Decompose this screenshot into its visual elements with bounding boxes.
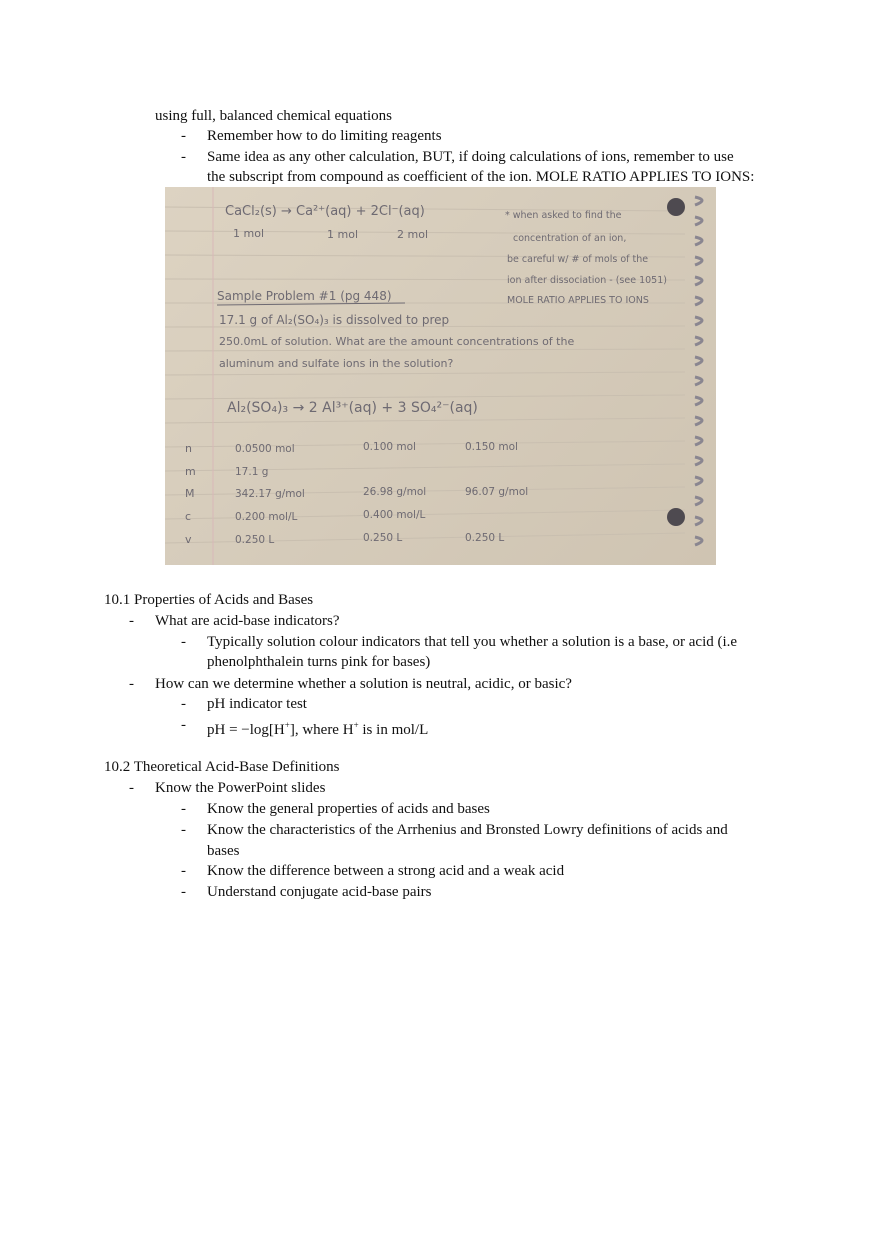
table-cell: 96.07 g/mol [465, 486, 529, 498]
ph-formula-part: pH = −log[H [207, 722, 285, 738]
text-line: using full, balanced chemical equations [155, 108, 393, 124]
bullet-text: Understand conjugate acid-base pairs [207, 884, 432, 900]
bullet-dash: - [181, 128, 186, 144]
table-row-label: v [185, 533, 192, 546]
bullet-dash: - [181, 884, 186, 900]
calculation-table [185, 441, 528, 546]
answer-text-continued: phenolphthalein turns pink for bases) [207, 654, 431, 670]
table-cell: 0.150 mol [465, 441, 518, 453]
bullet-dash: - [181, 149, 186, 165]
bullet-dash: - [129, 613, 134, 629]
bullet-dash: - [181, 822, 186, 838]
table-cell: 0.0500 mol [235, 443, 295, 455]
question-text: Know the PowerPoint slides [155, 780, 326, 796]
section-heading: 10.1 Properties of Acids and Bases [104, 592, 314, 608]
bullet-dash: - [181, 717, 186, 733]
sample-problem-title: Sample Problem #1 (pg 448) [217, 289, 392, 303]
ph-formula-part: is in mol/L [358, 722, 429, 738]
punch-hole [667, 198, 685, 216]
side-note: be careful w/ # of mols of the [507, 254, 649, 265]
mol-label: 1 mol [233, 227, 264, 240]
bullet-text: Remember how to do limiting reagents [207, 128, 442, 144]
bullet-dash: - [129, 676, 134, 692]
problem-text: aluminum and sulfate ions in the solution? [219, 357, 454, 370]
notebook-drawing [165, 187, 716, 565]
punch-hole [667, 508, 685, 526]
table-row-label: c [185, 510, 192, 523]
problem-text: 17.1 g of Al₂(SO₄)₃ is dissolved to prep [219, 313, 450, 327]
bullet-text: Know the difference between a strong acid and a weak acid [207, 863, 565, 879]
question-text: What are acid-base indicators? [155, 613, 340, 629]
side-note: ion after dissociation - (see 1051) [507, 275, 667, 286]
table-row-label: n [185, 442, 192, 455]
spiral-binding [695, 197, 702, 545]
side-note: MOLE RATIO APPLIES TO IONS [507, 295, 649, 306]
bullet-text-continued: bases [207, 843, 240, 859]
table-cell: 0.200 mol/L [235, 511, 298, 523]
question-text: How can we determine whether a solution is neutral, acidic, or basic? [155, 676, 572, 692]
bullet-dash: - [181, 634, 186, 650]
superscript-plus: + [353, 720, 359, 730]
mol-label: 1 mol [327, 228, 358, 241]
bullet-dash: - [181, 696, 186, 712]
table-cell: 0.250 L [363, 532, 403, 544]
notebook-photo [165, 187, 716, 565]
table-cell: 342.17 g/mol [235, 488, 305, 500]
bullet-dash: - [181, 801, 186, 817]
bullet-text: Know the general properties of acids and bases [207, 801, 490, 817]
table-cell: 17.1 g [235, 466, 269, 478]
table-row-label: M [185, 487, 195, 500]
superscript-plus: + [284, 720, 290, 730]
answer-text: pH indicator test [207, 696, 307, 712]
bullet-text-continued: the subscript from compound as coefficient of the ion. MOLE RATIO APPLIES TO IONS: [207, 169, 755, 185]
ph-formula-part: ], where H [289, 722, 354, 738]
section-heading: 10.2 Theoretical Acid-Base Definitions [104, 759, 340, 775]
bullet-text: Know the characteristics of the Arrhenius and Bronsted Lowry definitions of acids and [207, 822, 728, 838]
table-cell: 26.98 g/mol [363, 486, 427, 498]
bullet-text: Same idea as any other calculation, BUT, if doing calculations of ions, remember to use [207, 149, 734, 165]
table-row-label: m [185, 465, 196, 478]
table-cell: 0.400 mol/L [363, 509, 426, 521]
equation-2: Al₂(SO₄)₃ → 2 Al³⁺(aq) + 3 SO₄²⁻(aq) [227, 400, 478, 416]
equation-1: CaCl₂(s) → Ca²⁺(aq) + 2Cl⁻(aq) [225, 204, 425, 219]
table-cell: 0.100 mol [363, 441, 416, 453]
table-cell: 0.250 L [465, 532, 505, 544]
bullet-dash: - [129, 780, 134, 796]
table-cell: 0.250 L [235, 534, 275, 546]
problem-text: 250.0mL of solution. What are the amount concentrations of the [219, 335, 575, 348]
bullet-dash: - [181, 863, 186, 879]
ph-formula [207, 715, 428, 740]
answer-text: Typically solution colour indicators that tell you whether a solution is a base, or acid (i.e [207, 634, 738, 650]
side-note: * when asked to find the [505, 210, 622, 221]
side-note: concentration of an ion, [513, 233, 627, 244]
mol-label: 2 mol [397, 228, 428, 241]
